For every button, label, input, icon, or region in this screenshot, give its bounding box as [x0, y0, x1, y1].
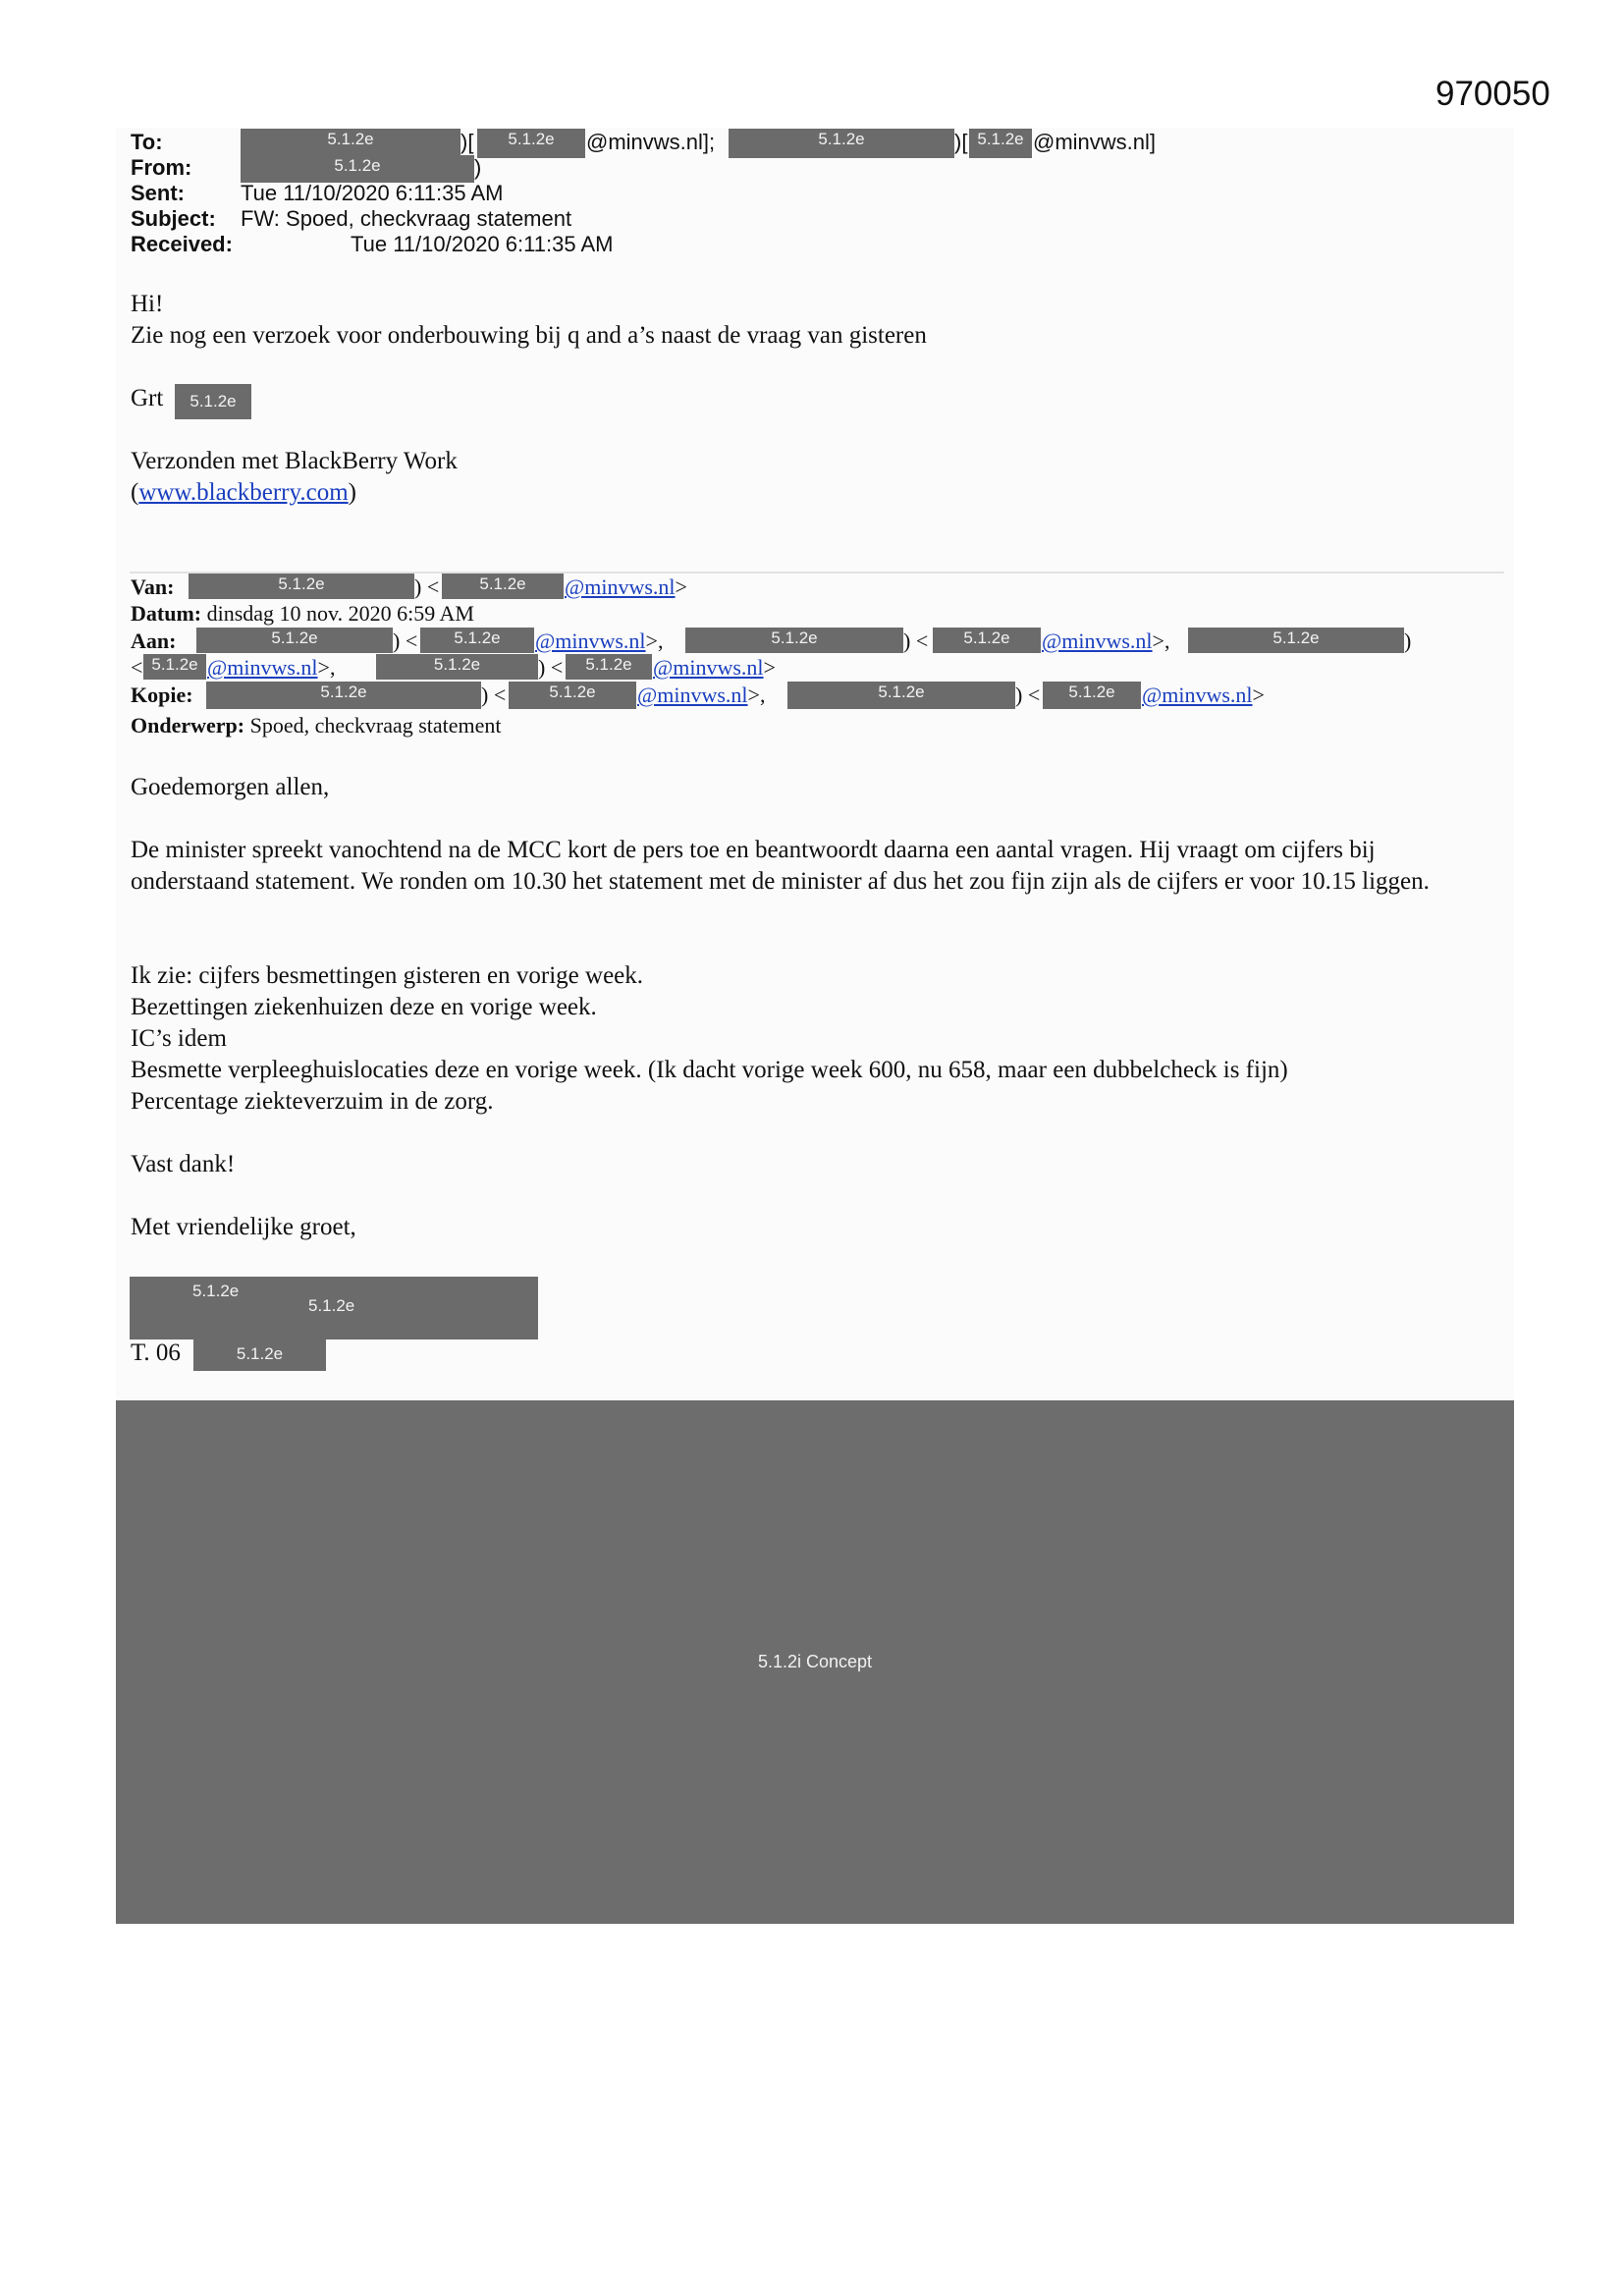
paren-lt: ) < — [903, 629, 929, 653]
list-item: Besmette verpleeghuislocaties deze en vorige week. (Ik dacht vorige week 600, nu 658, maar een dubbelcheck is fijn) — [131, 1057, 1288, 1083]
aan-email: @minvws.nl>, — [207, 655, 336, 680]
grt-text: Grt — [131, 385, 164, 411]
redaction-box: 5.1.2e — [685, 628, 903, 653]
list-item: IC’s idem — [131, 1025, 227, 1052]
closing: Met vriendelijke groet, — [131, 1214, 356, 1240]
from-paren: ) — [474, 155, 482, 180]
paren-lt: ) < — [481, 683, 507, 707]
email-link[interactable]: @minvws.nl — [653, 655, 764, 680]
redaction-box: 5.1.2e — [477, 129, 585, 158]
redaction-box: 5.1.2e — [1188, 628, 1404, 653]
datum-line: Datum: dinsdag 10 nov. 2020 6:59 AM — [131, 601, 474, 626]
aan-email: @minvws.nl> — [653, 655, 776, 680]
van-label: Van: — [131, 574, 175, 599]
blackberry-link-line — [131, 477, 356, 509]
subject-label: Subject: — [131, 206, 216, 231]
aan-email: @minvws.nl>, — [535, 629, 664, 653]
redaction-box: 5.1.2e — [969, 129, 1032, 158]
redaction-box: 5.1.2e — [509, 682, 636, 709]
paren-close: ) — [348, 479, 356, 506]
header-labels — [131, 130, 233, 257]
to-separator: )[ — [954, 130, 968, 154]
received-label: Received: — [131, 232, 233, 256]
redaction-box: 5.1.2e — [196, 628, 393, 653]
concept-redaction: 5.1.2i Concept — [116, 1400, 1514, 1924]
paren-lt: ) < — [393, 629, 418, 653]
email-background — [116, 128, 1514, 1400]
email-link[interactable]: @minvws.nl — [535, 629, 646, 653]
kopie-email: @minvws.nl> — [1142, 683, 1265, 707]
paragraph-1: De minister spreekt vanochtend na de MCC kort de pers toe en beantwoordt daarna een aantal vragen. Hij vraagt om cijfers bij onderstaand statement. We ronden om 10.30 het statement met de minister af dus het zou fijn zijn als de cijfers er voor 10.15 liggen. — [131, 837, 1430, 895]
greeting: Goedemorgen allen, — [131, 774, 330, 800]
redaction-box: 5.1.2e — [442, 574, 564, 599]
message-line-2: Zie nog een verzoek voor onderbouwing bij q and a’s naast de vraag van gisteren — [131, 322, 927, 349]
aan-paren: ) — [1404, 629, 1412, 653]
redaction-box: 5.1.2e — [787, 682, 1015, 709]
redaction-box: 5.1.2e — [729, 129, 954, 158]
to-domain-1: @minvws.nl]; — [586, 130, 716, 154]
onderwerp-value: Spoed, checkvraag statement — [249, 713, 502, 738]
phone-prefix: T. 06 — [131, 1339, 181, 1366]
request-list — [131, 960, 1505, 1118]
email-link[interactable]: @minvws.nl — [1042, 629, 1153, 653]
to-separator: )[ — [460, 130, 474, 154]
blackberry-link[interactable]: www.blackberry.com — [138, 479, 349, 506]
onderwerp-line: Onderwerp: Spoed, checkvraag statement — [131, 713, 502, 738]
sent-label: Sent: — [131, 181, 185, 205]
redaction-box: 5.1.2e — [1043, 682, 1141, 709]
email-link[interactable]: @minvws.nl — [637, 683, 748, 707]
signature-redaction: 5.1.2e 5.1.2e — [130, 1277, 538, 1339]
redaction-box: 5.1.2e — [143, 654, 206, 680]
list-item: Ik zie: cijfers besmettingen gisteren en vorige week. — [131, 962, 644, 989]
email-link[interactable]: @minvws.nl — [207, 655, 318, 680]
redaction-box: 5.1.2e — [376, 654, 538, 680]
blackberry-signature: Verzonden met BlackBerry Work — [131, 448, 458, 474]
list-item: Bezettingen ziekenhuizen deze en vorige week. — [131, 994, 597, 1020]
redaction-box: 5.1.2e — [206, 682, 481, 709]
datum-value: dinsdag 10 nov. 2020 6:59 AM — [206, 601, 474, 626]
redaction-box: 5.1.2e — [420, 628, 534, 653]
redaction-box: 5.1.2e — [189, 574, 414, 599]
message-line-1: Hi! — [131, 291, 164, 317]
subject-value: FW: Spoed, checkvraag statement — [241, 206, 572, 231]
from-label: From: — [131, 155, 192, 180]
aan-label: Aan: — [131, 629, 177, 653]
redaction-box: 5.1.2e — [241, 155, 474, 183]
lt-sign: < — [131, 655, 143, 680]
aan-email: @minvws.nl>, — [1042, 629, 1170, 653]
paren-lt: ) < — [1015, 683, 1041, 707]
email-link[interactable]: @minvws.nl — [565, 574, 676, 599]
van-email: @minvws.nl> — [565, 574, 687, 599]
redaction-box: 5.1.2e — [933, 628, 1041, 653]
paren-open: ( — [131, 479, 139, 506]
redaction-box: 5.1.2e — [175, 384, 251, 419]
paren-lt: ) < — [538, 655, 564, 680]
to-domain-2: @minvws.nl] — [1033, 130, 1157, 154]
redaction-box: 5.1.2e — [193, 1338, 326, 1371]
redaction-box: 5.1.2e — [566, 654, 652, 680]
redaction-box: 5.1.2e — [241, 129, 460, 158]
received-value: Tue 11/10/2020 6:11:35 AM — [351, 232, 614, 256]
kopie-email: @minvws.nl>, — [637, 683, 766, 707]
email-link[interactable]: @minvws.nl — [1142, 683, 1253, 707]
document-id: 970050 — [1435, 75, 1550, 113]
to-label: To: — [131, 130, 163, 154]
paren-lt: ) < — [414, 574, 440, 599]
list-item: Percentage ziekteverzuim in de zorg. — [131, 1088, 494, 1115]
sent-value: Tue 11/10/2020 6:11:35 AM — [241, 181, 504, 205]
kopie-label: Kopie: — [131, 683, 193, 707]
thanks: Vast dank! — [131, 1151, 236, 1177]
